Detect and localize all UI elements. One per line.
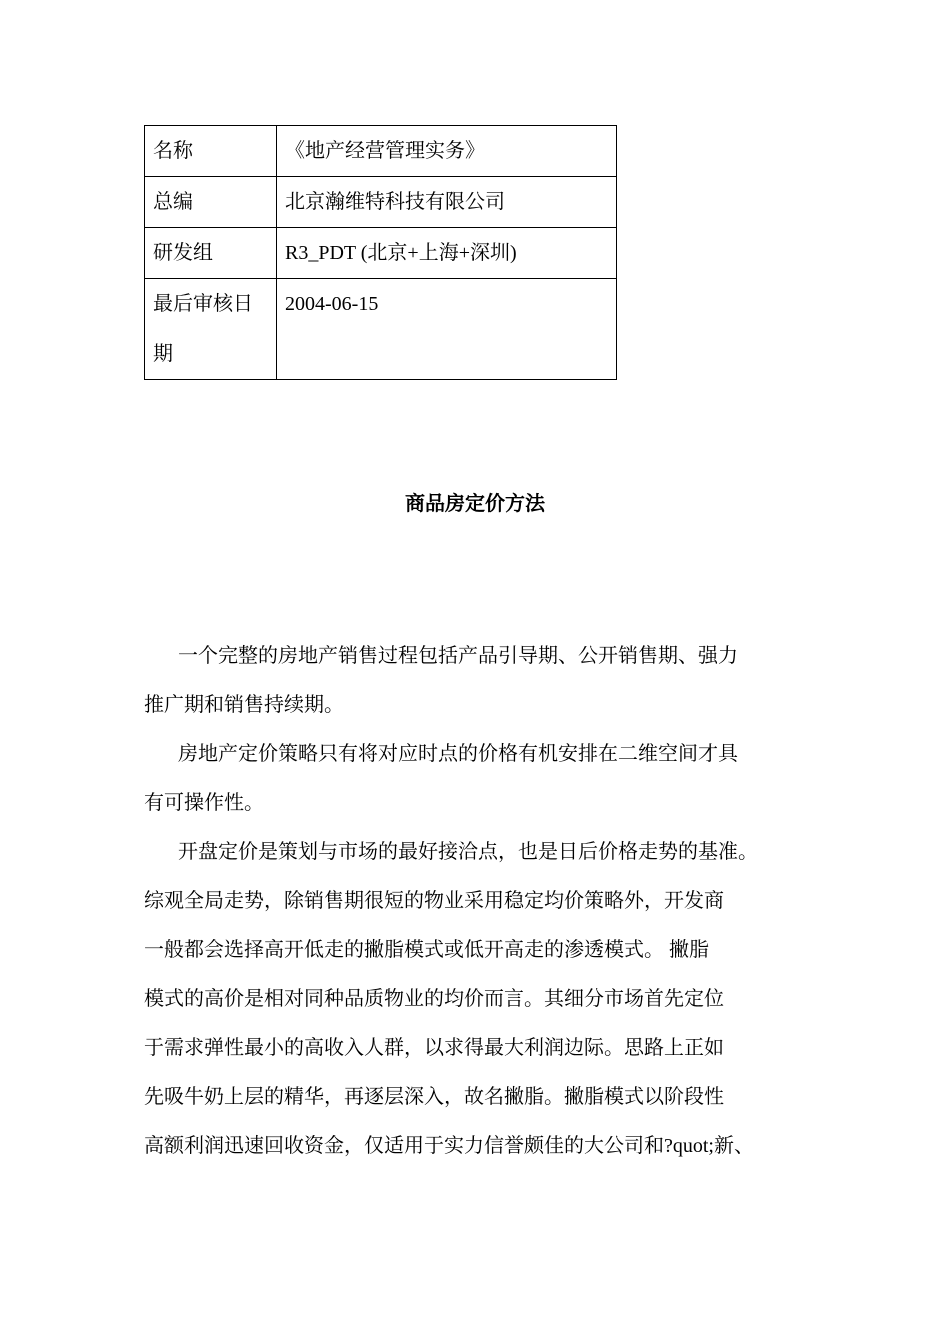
text-line: 有可操作性。 <box>144 792 264 814</box>
document-title: 商品房定价方法 <box>405 493 545 515</box>
label-cell: 最后审核日期 <box>145 279 277 380</box>
text-line: 一个完整的房地产销售过程包括产品引导期、公开销售期、强力 <box>178 645 738 667</box>
text-line: 于需求弹性最小的高收入人群，以求得最大利润边际。思路上正如 <box>144 1037 724 1059</box>
paragraph <box>144 730 824 828</box>
table-row-rd-group <box>145 228 617 279</box>
paragraph <box>144 828 824 1171</box>
document-body <box>144 632 824 1171</box>
label-cell: 总编 <box>145 177 277 228</box>
text-line: 房地产定价策略只有将对应时点的价格有机安排在二维空间才具 <box>178 743 738 765</box>
table-row-name <box>145 126 617 177</box>
text-line: 一般都会选择高开低走的撇脂模式或低开高走的渗透模式。 撇脂 <box>144 939 709 961</box>
label-cell: 名称 <box>145 126 277 177</box>
value-cell: 北京瀚维特科技有限公司 <box>277 177 617 228</box>
document-info-table <box>144 125 617 380</box>
table-row-review-date <box>145 279 617 380</box>
text-line: 综观全局走势，除销售期很短的物业采用稳定均价策略外，开发商 <box>144 890 724 912</box>
value-cell: R3_PDT (北京+上海+深圳) <box>277 228 617 279</box>
value-cell: 《地产经营管理实务》 <box>277 126 617 177</box>
text-line: 开盘定价是策划与市场的最好接洽点，也是日后价格走势的基准。 <box>178 841 758 863</box>
text-line: 推广期和销售持续期。 <box>144 694 344 716</box>
label-cell: 研发组 <box>145 228 277 279</box>
text-line: 高额利润迅速回收资金，仅适用于实力信誉颇佳的大公司和?quot;新、 <box>144 1135 754 1157</box>
table-row-editor <box>145 177 617 228</box>
text-line: 先吸牛奶上层的精华，再逐层深入，故名撇脂。撇脂模式以阶段性 <box>144 1086 724 1108</box>
text-line: 模式的高价是相对同种品质物业的均价而言。其细分市场首先定位 <box>144 988 724 1010</box>
value-cell: 2004-06-15 <box>277 279 617 380</box>
paragraph <box>144 632 824 730</box>
